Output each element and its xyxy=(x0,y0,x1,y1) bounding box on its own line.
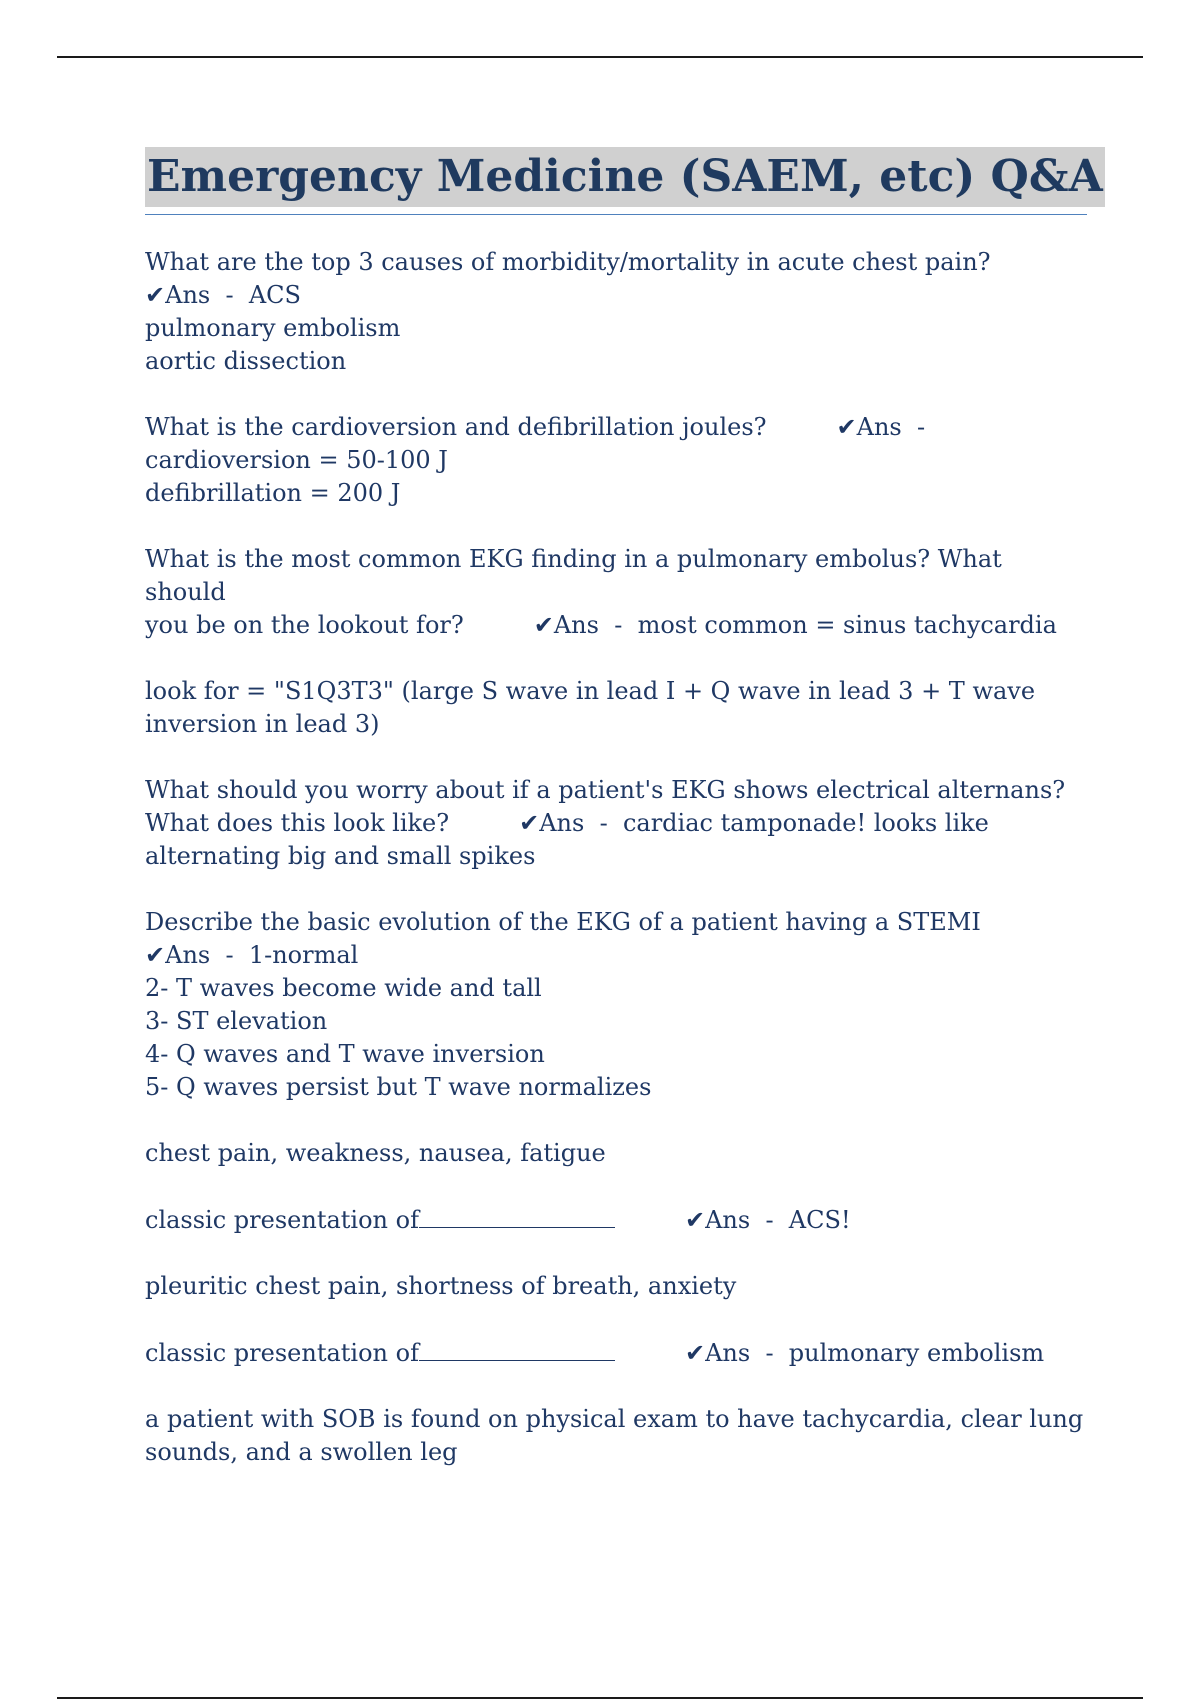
answer-5-line: 5- Q waves persist but T wave normalizes xyxy=(145,1073,652,1101)
spacer xyxy=(145,1237,1090,1270)
spacer xyxy=(145,510,1090,543)
bottom-rule xyxy=(57,1697,1143,1699)
answer-7-prefix: ✔Ans - pulmonary embolism xyxy=(684,1339,1045,1367)
answer-5-line: 2- T waves become wide and tall xyxy=(145,974,542,1002)
answer-1-line: pulmonary embolism xyxy=(145,314,401,342)
question-8-line2: sounds, and a swollen leg xyxy=(145,1438,458,1466)
answer-2-prefix: ✔Ans - xyxy=(836,413,926,441)
question-3-line: What is the most common EKG finding in a pulmonary embolus? What should xyxy=(145,545,1010,606)
question-1: What are the top 3 causes of morbidity/mortality in acute chest pain? xyxy=(145,248,991,276)
spacer xyxy=(145,1303,1090,1336)
answer-5-line: 4- Q waves and T wave inversion xyxy=(145,1040,545,1068)
question-2: What is the cardioversion and defibrillation joules? xyxy=(145,413,767,441)
question-7-row xyxy=(145,1336,1090,1370)
top-rule xyxy=(57,56,1143,58)
spacer xyxy=(145,1370,1090,1403)
answer-2-line: defibrillation = 200 J xyxy=(145,479,401,507)
question-4-row xyxy=(145,807,1090,840)
question-6-row xyxy=(145,1203,1090,1237)
question-2-row xyxy=(145,411,1090,444)
spacer xyxy=(145,1170,1090,1203)
spacer xyxy=(145,1104,1090,1137)
answer-5-prefix: ✔Ans - 1-normal xyxy=(145,941,359,969)
question-6-line2: classic presentation of xyxy=(145,1206,419,1234)
question-7-line2: classic presentation of xyxy=(145,1339,419,1367)
answer-3-prefix: ✔Ans - most common = sinus tachycardia xyxy=(533,611,1057,639)
answer-5-line: 3- ST elevation xyxy=(145,1007,328,1035)
spacer xyxy=(145,873,1090,906)
qa-content xyxy=(145,246,1090,1469)
answer-3-line: look for = "S1Q3T3" (large S wave in lead I + Q wave in lead 3 + T wave xyxy=(145,677,1036,705)
fill-in-blank xyxy=(419,1336,615,1361)
answer-6-prefix: ✔Ans - ACS! xyxy=(684,1206,851,1234)
document-title: Emergency Medicine (SAEM, etc) Q&A xyxy=(145,147,1105,207)
question-3-row xyxy=(145,609,1090,642)
question-5: Describe the basic evolution of the EKG of a patient having a STEMI xyxy=(145,908,981,936)
title-underline xyxy=(145,214,1087,215)
answer-4-prefix: ✔Ans - cardiac tamponade! looks like xyxy=(519,809,989,837)
spacer xyxy=(145,642,1090,675)
question-4-line: What should you worry about if a patient's EKG shows electrical alternans? xyxy=(145,776,1066,804)
spacer xyxy=(145,741,1090,774)
question-4-line2: What does this look like? xyxy=(145,809,450,837)
answer-1-prefix: ✔Ans - ACS xyxy=(145,281,301,309)
question-7-line: pleuritic chest pain, shortness of breath, anxiety xyxy=(145,1272,737,1300)
spacer xyxy=(145,378,1090,411)
fill-in-blank xyxy=(419,1203,615,1228)
answer-2-line: cardioversion = 50-100 J xyxy=(145,446,448,474)
answer-4-line: alternating big and small spikes xyxy=(145,842,536,870)
answer-1-line: aortic dissection xyxy=(145,347,347,375)
question-8-line: a patient with SOB is found on physical exam to have tachycardia, clear lung xyxy=(145,1405,1084,1433)
question-3-line2: you be on the lookout for? xyxy=(145,611,464,639)
question-6-line: chest pain, weakness, nausea, fatigue xyxy=(145,1139,606,1167)
answer-3-line: inversion in lead 3) xyxy=(145,710,380,738)
